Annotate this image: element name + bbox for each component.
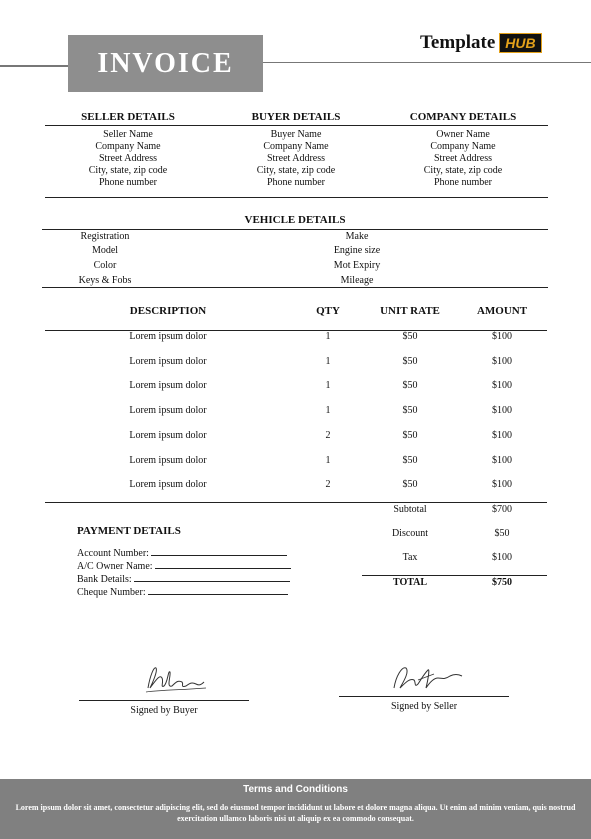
seller-line: Phone number [98,177,158,188]
item-unit-rate: $50 [402,405,418,416]
item-qty: 2 [325,430,331,441]
header-line-left [0,65,68,67]
item-description: Lorem ipsum dolor [129,356,207,367]
seller-line: Street Address [98,153,158,164]
total-label: TOTAL [392,577,428,588]
item-unit-rate: $50 [402,331,418,342]
logo-text: Template [420,32,496,53]
vehicle-field: Color [93,260,117,271]
item-description: Lorem ipsum dolor [129,430,207,441]
item-amount: $100 [492,479,512,490]
payment-field-blank[interactable] [155,559,291,569]
item-qty: 1 [325,405,331,416]
terms-title: Terms and Conditions [243,784,348,795]
item-description: Lorem ipsum dolor [129,331,207,342]
item-description: Lorem ipsum dolor [129,455,207,466]
company-line: Company Name [430,141,496,152]
seller-signature-image [388,660,464,696]
buyer-signature-label: Signed by Buyer [130,705,198,716]
item-description: Lorem ipsum dolor [129,405,207,416]
item-qty: 1 [325,380,331,391]
buyer-line: Company Name [263,141,329,152]
item-qty: 1 [325,331,331,342]
payment-heading: PAYMENT DETAILS [77,525,181,537]
payment-field-cheque-number [77,585,288,598]
buyer-line: Phone number [266,177,326,188]
item-amount: $100 [492,455,512,466]
payment-field-blank[interactable] [148,585,288,595]
company-line: Owner Name [436,129,490,140]
vehicle-field: Mileage [340,275,374,286]
payment-field-owner-name [77,559,291,572]
vehicle-bottom-rule [42,287,548,288]
seller-line: Seller Name [103,129,153,140]
company-heading: COMPANY DETAILS [409,111,517,123]
tax-value: $100 [492,552,512,563]
seller-signature-label: Signed by Seller [390,701,458,712]
item-amount: $100 [492,405,512,416]
payment-field-account-number [77,546,287,559]
item-qty: 1 [325,455,331,466]
company-line: Phone number [433,177,493,188]
col-header-qty: QTY [316,305,340,317]
items-bottom-rule [45,502,547,503]
vehicle-field: Mot Expiry [333,260,381,271]
buyer-line: City, state, zip code [256,165,336,176]
total-value: $750 [492,577,512,588]
vehicle-heading: VEHICLE DETAILS [244,214,346,226]
col-header-amount: AMOUNT [476,305,528,317]
item-unit-rate: $50 [402,455,418,466]
items-header-rule [45,330,547,331]
payment-field-label: Cheque Number: [77,587,146,598]
buyer-signature-line [79,700,249,701]
item-description: Lorem ipsum dolor [129,479,207,490]
payment-field-label: A/C Owner Name: [77,561,153,572]
vehicle-header-rule [42,229,548,230]
vehicle-field: Make [345,231,369,242]
buyer-heading: BUYER DETAILS [251,111,341,123]
col-header-unit-rate: UNIT RATE [380,305,440,317]
tax-label: Tax [402,552,418,563]
item-unit-rate: $50 [402,479,418,490]
item-qty: 2 [325,479,331,490]
terms-footer [0,779,591,839]
item-qty: 1 [325,356,331,367]
subtotal-value: $700 [492,504,512,515]
terms-body: Lorem ipsum dolor sit amet, consectetur adipiscing elit, sed do eiusmod tempor incididunt ut labore et dolore magna aliqua. Ut enim ad minim veniam, quis nostrud exercitation ullamco laboris nisi ut aliquip ex ea commodo consequat. [15,803,576,823]
vehicle-field: Model [91,245,119,256]
totals-rule [362,575,547,576]
payment-field-label: Account Number: [77,548,149,559]
vehicle-field: Engine size [333,245,381,256]
vehicle-field: Registration [80,231,130,242]
discount-value: $50 [494,528,510,539]
seller-signature-line [339,696,509,697]
invoice-title: INVOICE [68,35,263,92]
seller-line: Company Name [95,141,161,152]
company-details [393,111,533,189]
item-description: Lorem ipsum dolor [129,380,207,391]
item-amount: $100 [492,331,512,342]
item-amount: $100 [492,380,512,391]
subtotal-label: Subtotal [393,504,427,515]
seller-heading: SELLER DETAILS [81,111,175,123]
header-line-right [263,62,591,63]
company-line: Street Address [433,153,493,164]
buyer-line: Street Address [266,153,326,164]
payment-field-blank[interactable] [151,546,287,556]
brand-logo [420,31,542,55]
logo-badge: HUB [499,33,541,53]
seller-details [58,111,198,189]
item-amount: $100 [492,356,512,367]
discount-label: Discount [391,528,429,539]
payment-field-bank-details [77,572,290,585]
item-unit-rate: $50 [402,356,418,367]
buyer-details [226,111,366,189]
parties-bottom-rule [45,197,548,198]
payment-field-blank[interactable] [134,572,290,582]
item-unit-rate: $50 [402,430,418,441]
item-unit-rate: $50 [402,380,418,391]
item-amount: $100 [492,430,512,441]
parties-header-rule [45,125,548,126]
seller-line: City, state, zip code [88,165,168,176]
payment-field-label: Bank Details: [77,574,132,585]
buyer-signature-image [140,658,212,698]
company-line: City, state, zip code [423,165,503,176]
buyer-line: Buyer Name [270,129,322,140]
vehicle-field: Keys & Fobs [78,275,132,286]
col-header-description: DESCRIPTION [129,305,207,317]
